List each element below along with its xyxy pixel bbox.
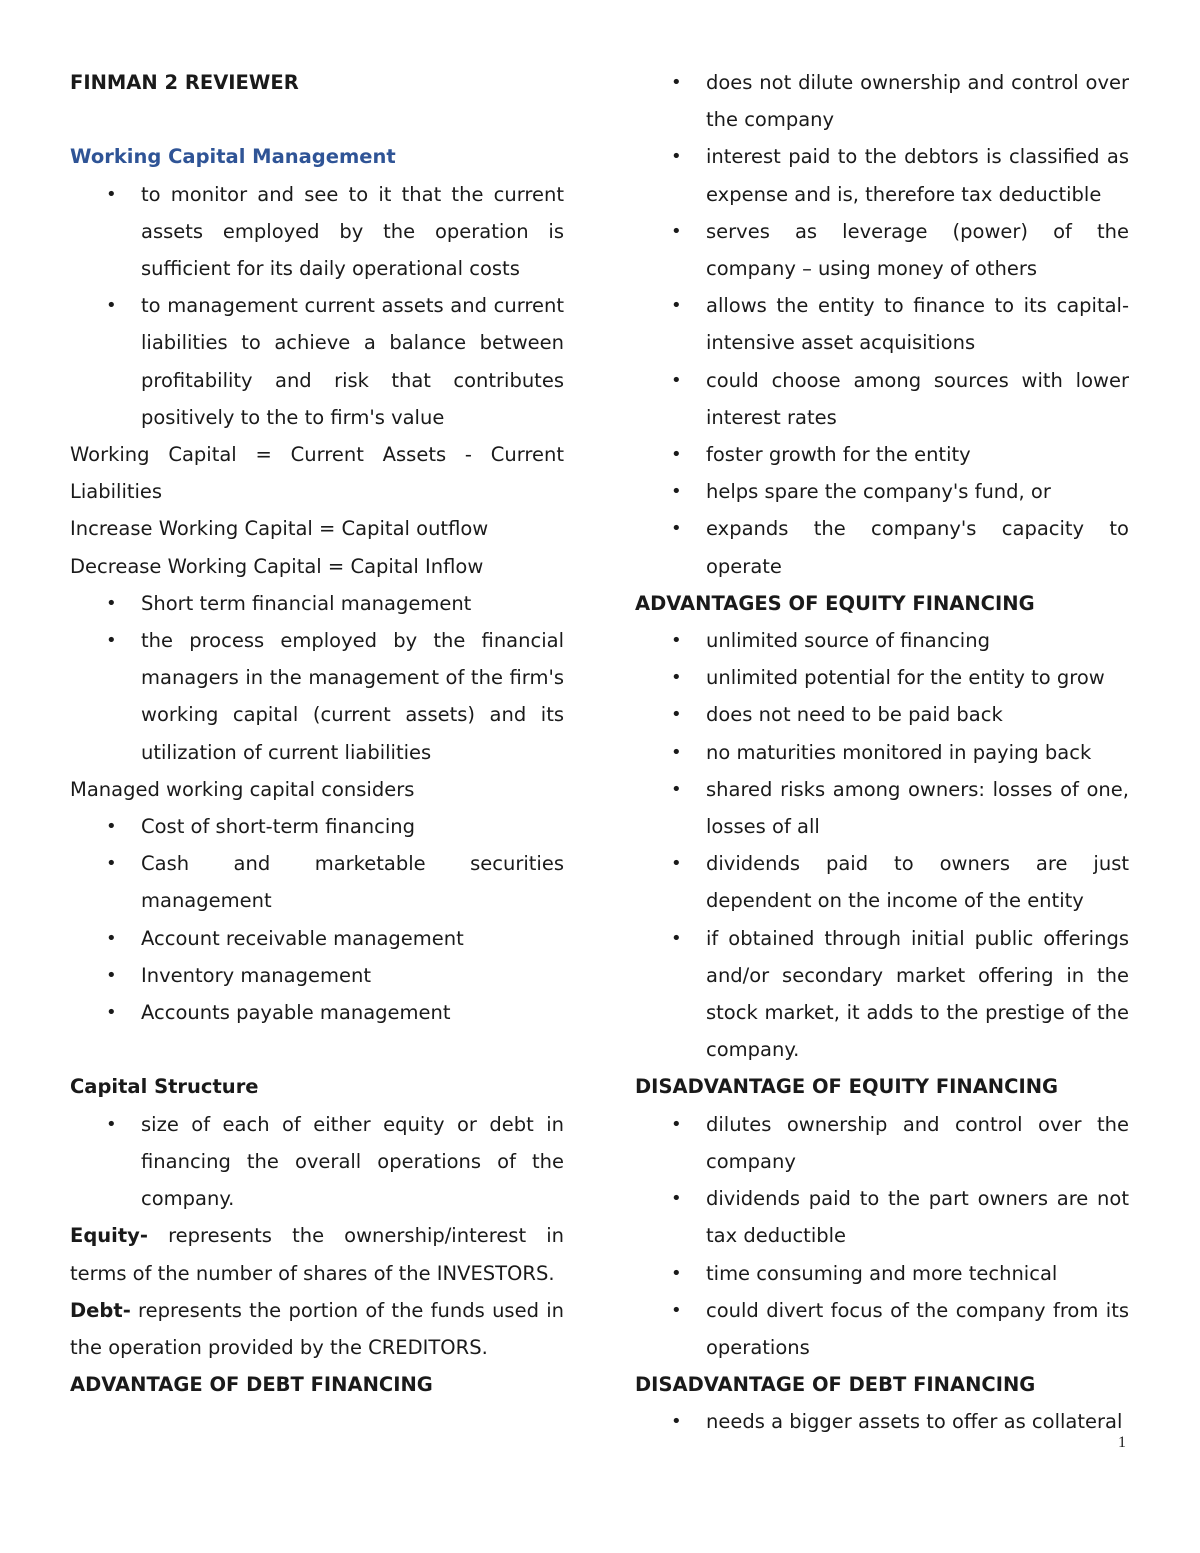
document-title: FINMAN 2 REVIEWER bbox=[70, 71, 299, 94]
dis-equity-list bbox=[635, 1106, 1129, 1366]
right-column bbox=[635, 64, 1129, 1441]
debt-text: represents the portion of the funds used in the operation provided by the CREDITORS. bbox=[70, 1298, 564, 1359]
list-item: • dividends paid to owners are just dependent on the income of the entity bbox=[635, 845, 1129, 919]
capital-structure-heading: Capital Structure bbox=[70, 1075, 259, 1099]
list-item: • time consuming and more technical bbox=[635, 1255, 1129, 1292]
list-item: • Accounts payable management bbox=[70, 994, 564, 1031]
debt-definition bbox=[70, 1292, 564, 1366]
list-item: • expands the company's capacity to operate bbox=[635, 510, 1129, 584]
considers-label: Managed working capital considers bbox=[70, 777, 415, 801]
list-item: • if obtained through initial public offerings and/or secondary market offering in the stock market, it adds to the prestige of the company. bbox=[635, 920, 1129, 1069]
left-column bbox=[70, 64, 564, 1403]
list-item: • shared risks among owners: losses of one, losses of all bbox=[635, 771, 1129, 845]
list-item: • dividends paid to the part owners are not tax deductible bbox=[635, 1180, 1129, 1254]
list-item: • Cost of short-term financing bbox=[70, 808, 564, 845]
list-item: • interest paid to the debtors is classified as expense and is, therefore tax deductible bbox=[635, 138, 1129, 212]
debt-term: Debt- bbox=[70, 1298, 131, 1322]
list-item: • serves as leverage (power) of the company – using money of others bbox=[635, 213, 1129, 287]
list-item: • dilutes ownership and control over the company bbox=[635, 1106, 1129, 1180]
dis-equity-heading: DISADVANTAGE OF EQUITY FINANCING bbox=[635, 1075, 1059, 1099]
list-item: • foster growth for the entity bbox=[635, 436, 1129, 473]
dis-debt-list bbox=[635, 1403, 1129, 1440]
considers-list bbox=[70, 808, 564, 1031]
wcm-bullet-list-2 bbox=[70, 585, 564, 771]
list-item: • size of each of either equity or debt in financing the overall operations of the company. bbox=[70, 1106, 564, 1218]
list-item: • the process employed by the financial managers in the management of the firm's working capital (current assets) and its utilization of current liabilities bbox=[70, 622, 564, 771]
increase-formula: Increase Working Capital = Capital outflow bbox=[70, 517, 489, 541]
list-item: • helps spare the company's fund, or bbox=[635, 473, 1129, 510]
list-item: • does not dilute ownership and control over the company bbox=[635, 64, 1129, 138]
adv-debt-heading: ADVANTAGE OF DEBT FINANCING bbox=[70, 1373, 433, 1397]
list-item: • unlimited potential for the entity to grow bbox=[635, 659, 1129, 696]
list-item: • no maturities monitored in paying back bbox=[635, 734, 1129, 771]
list-item: • needs a bigger assets to offer as collateral bbox=[635, 1403, 1129, 1440]
spacer bbox=[70, 101, 564, 138]
list-item: • allows the entity to finance to its capital-intensive asset acquisitions bbox=[635, 287, 1129, 361]
list-item: • to management current assets and current liabilities to achieve a balance between profitability and risk that contributes positively to the to firm's value bbox=[70, 287, 564, 436]
spacer bbox=[70, 1031, 564, 1068]
list-item: • Inventory management bbox=[70, 957, 564, 994]
adv-equity-heading: ADVANTAGES OF EQUITY FINANCING bbox=[635, 591, 1035, 615]
list-item: • could choose among sources with lower interest rates bbox=[635, 362, 1129, 436]
equity-term: Equity- bbox=[70, 1224, 148, 1248]
list-item: • does not need to be paid back bbox=[635, 696, 1129, 733]
adv-equity-list bbox=[635, 622, 1129, 1068]
cs-bullet-list bbox=[70, 1106, 564, 1218]
working-capital-formula: Working Capital = Current Assets - Current Liabilities bbox=[70, 443, 564, 504]
list-item: • Account receivable management bbox=[70, 920, 564, 957]
list-item: • Cash and marketable securities management bbox=[70, 845, 564, 919]
equity-text: represents the ownership/interest in terms of the number of shares of the INVESTORS. bbox=[70, 1224, 564, 1285]
dis-debt-heading: DISADVANTAGE OF DEBT FINANCING bbox=[635, 1373, 1036, 1397]
list-item: • unlimited source of financing bbox=[635, 622, 1129, 659]
list-item: • to monitor and see to it that the current assets employed by the operation is sufficient for its daily operational costs bbox=[70, 176, 564, 288]
adv-debt-list bbox=[635, 64, 1129, 585]
list-item: • Short term financial management bbox=[70, 585, 564, 622]
page-number: 1 bbox=[1118, 1434, 1126, 1451]
wcm-heading: Working Capital Management bbox=[70, 145, 396, 169]
wcm-bullet-list bbox=[70, 176, 564, 436]
decrease-formula: Decrease Working Capital = Capital Inflow bbox=[70, 554, 484, 578]
equity-definition bbox=[70, 1217, 564, 1291]
list-item: • could divert focus of the company from its operations bbox=[635, 1292, 1129, 1366]
